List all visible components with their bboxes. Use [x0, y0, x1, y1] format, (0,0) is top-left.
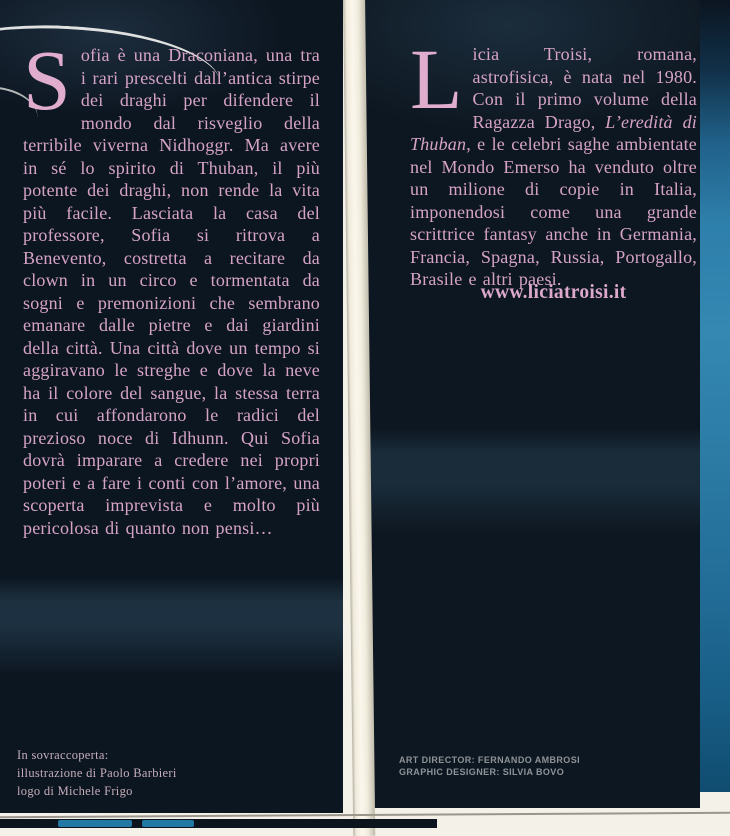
author-website-url: www.liciatroisi.it	[480, 282, 627, 303]
bio-text-before: icia Troisi, romana, astrofisica, è nata nel 1980. Con il primo volume della Ragazza Drago,	[472, 44, 697, 132]
bio-text-after: , e le celebri saghe ambientate nel Mondo Emerso ha venduto oltre un milione di copie in Italia, imponendosi come una grande scrittrice fantasy anche in Germania, Francia, Spagna, Russia, Portogallo, Brasile e altri paesi.	[410, 134, 697, 289]
author-bio-paragraph	[410, 31, 697, 291]
synopsis-dropcap: S	[23, 32, 71, 128]
credits-line: logo di Michele Frigo	[17, 784, 133, 798]
synopsis-paragraph	[23, 32, 320, 539]
design-credits	[399, 754, 580, 778]
book-title-italic: L’eredità di Thuban	[410, 111, 697, 154]
scan-bottom-blue-patch	[142, 820, 194, 827]
book-spine-band	[700, 0, 730, 792]
credits-line: In sovraccoperta:	[17, 748, 109, 762]
synopsis-text: ofia è una Draconiana, una tra i rari prescelti dall’antica stirpe dei draghi per difendere il mondo dal risveglio della terribile viverna Nidhoggr. Ma avere in sé lo spirito di Thuban, il più potente dei draghi, non rende la vita più facile. Lasciata la casa del professore, Sofia si ritrova a Benevento, costretta a recitare da clown in un circo e tormentata da sogni e premonizioni che sembrano emanare dalle pietre e dai giardini della città. Una città dove un tempo si aggiravano le streghe e dove la neve ha il colore del sangue, la stessa terra in cui affondarono le radici del prezioso noce di Idhunn. Qui Sofia dovrà imparare a credere nei propri poteri e a fare i conti con l’amore, una scoperta imprevista e molto più pericolosa di quanto non pensi…	[23, 45, 320, 538]
credits-line: illustrazione di Paolo Barbieri	[17, 766, 177, 780]
scan-bottom-band	[0, 819, 437, 828]
credits-line: GRAPHIC DESIGNER: SILVIA BOVO	[399, 767, 565, 777]
scan-bottom-blue-patch	[58, 820, 132, 827]
bio-dropcap: L	[410, 31, 463, 127]
jacket-illustration-credits	[17, 746, 177, 800]
credits-line: ART DIRECTOR: FERNANDO AMBROSI	[399, 755, 580, 765]
